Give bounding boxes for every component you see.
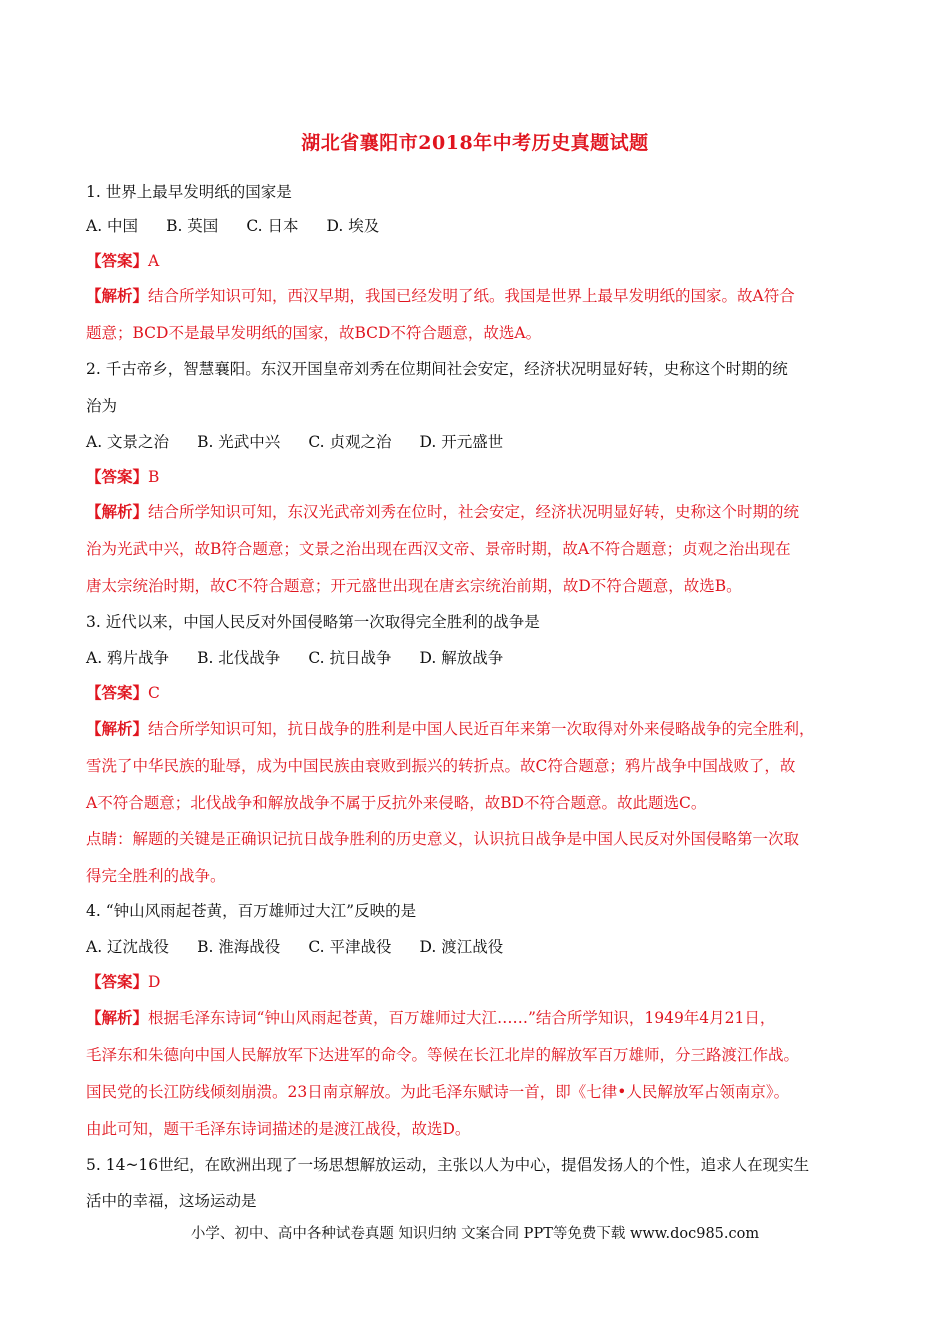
analysis-tag: 【解析】 — [86, 719, 149, 738]
analysis-tag: 【解析】 — [86, 286, 149, 305]
option-d: D. 开元盛世 — [419, 433, 504, 451]
question-2-analysis-line-2: 治为光武中兴，故B符合题意；文景之治出现在西汉文帝、景帝时期，故A不符合题意；贞观之治出现在 — [86, 540, 791, 558]
question-1-analysis-line-2: 题意；BCD不是最早发明纸的国家，故BCD不符合题意，故选A。 — [86, 324, 542, 342]
analysis-text: 根据毛泽东诗词“钟山风雨起苍黄，百万雄师过大江……”结合所学知识，1949年4月21日， — [148, 1009, 776, 1027]
option-d: D. 渡江战役 — [419, 938, 504, 956]
question-3-tip-line-1: 点睛：解题的关键是正确识记抗日战争胜利的历史意义，认识抗日战争是中国人民反对外国侵略第一次取 — [86, 830, 800, 848]
option-c: C. 贞观之治 — [308, 433, 392, 451]
analysis-text: 结合所学知识可知，抗日战争的胜利是中国人民近百年来第一次取得对外来侵略战争的完全胜利， — [148, 720, 815, 738]
option-a: A. 辽沈战役 — [86, 938, 170, 956]
option-d: D. 解放战争 — [419, 649, 504, 667]
question-3-stem: 3. 近代以来，中国人民反对外国侵略第一次取得完全胜利的战争是 — [86, 613, 540, 631]
analysis-tag: 【解析】 — [86, 502, 149, 521]
answer-tag: 【答案】 — [86, 467, 149, 486]
analysis-text: 结合所学知识可知，西汉早期，我国已经发明了纸。我国是世界上最早发明纸的国家。故A符合 — [148, 287, 795, 305]
option-b: B. 英国 — [166, 217, 219, 235]
option-b: B. 北伐战争 — [197, 649, 281, 667]
question-2-options — [86, 432, 531, 452]
analysis-text: 结合所学知识可知，东汉光武帝刘秀在位时，社会安定，经济状况明显好转，史称这个时期的统 — [148, 503, 800, 521]
question-3-analysis-line-1 — [86, 719, 815, 739]
option-b: B. 淮海战役 — [197, 938, 281, 956]
question-4-analysis-line-4: 由此可知，题干毛泽东诗词描述的是渡江战役，故选D。 — [86, 1120, 471, 1138]
question-1-analysis-line-1 — [86, 286, 795, 306]
option-a: A. 鸦片战争 — [86, 649, 170, 667]
question-3-answer — [86, 683, 160, 703]
option-b: B. 光武中兴 — [197, 433, 281, 451]
question-4-stem: 4. “钟山风雨起苍黄，百万雄师过大江”反映的是 — [86, 902, 417, 920]
question-4-options — [86, 937, 531, 957]
question-1-answer — [86, 251, 159, 271]
answer-tag: 【答案】 — [86, 683, 149, 702]
option-c: C. 平津战役 — [308, 938, 392, 956]
question-5-stem-line-1: 5. 14~16世纪，在欧洲出现了一场思想解放运动，主张以人为中心，提倡发扬人的个性，追求人在现实生 — [86, 1156, 810, 1174]
question-2-stem-line-2: 治为 — [86, 397, 118, 415]
option-d: D. 埃及 — [326, 217, 380, 235]
question-3-tip-line-2: 得完全胜利的战争。 — [86, 867, 226, 885]
document-title: 湖北省襄阳市2018年中考历史真题试题 — [301, 132, 649, 154]
page-footer: 小学、初中、高中各种试卷真题 知识归纳 文案合同 PPT等免费下载 www.doc985.com — [190, 1226, 760, 1242]
question-5-stem-line-2: 活中的幸福，这场运动是 — [86, 1192, 257, 1210]
question-1-stem: 1. 世界上最早发明纸的国家是 — [86, 183, 292, 201]
answer-value: A — [148, 252, 160, 270]
question-2-stem-line-1: 2. 千古帝乡，智慧襄阳。东汉开国皇帝刘秀在位期间社会安定，经济状况明显好转，史称这个时期的统 — [86, 360, 788, 378]
question-2-answer — [86, 467, 159, 487]
question-3-options — [86, 648, 531, 668]
question-4-analysis-line-2: 毛泽东和朱德向中国人民解放军下达进军的命令。等候在长江北岸的解放军百万雄师，分三路渡江作战。 — [86, 1046, 800, 1064]
question-3-analysis-line-2: 雪洗了中华民族的耻辱，成为中国民族由衰败到振兴的转折点。故C符合题意；鸦片战争中国战败了，故 — [86, 757, 796, 775]
option-c: C. 抗日战争 — [308, 649, 392, 667]
answer-value: C — [148, 684, 160, 702]
question-2-analysis-line-3: 唐太宗统治时期，故C不符合题意；开元盛世出现在唐玄宗统治前期，故D不符合题意，故选B。 — [86, 577, 742, 595]
question-4-analysis-line-1 — [86, 1008, 775, 1028]
question-2-analysis-line-1 — [86, 502, 799, 522]
option-c: C. 日本 — [246, 217, 299, 235]
question-4-analysis-line-3: 国民党的长江防线倾刻崩溃。23日南京解放。为此毛泽东赋诗一首，即《七律•人民解放军占领南京》。 — [86, 1083, 790, 1101]
answer-tag: 【答案】 — [86, 251, 149, 270]
answer-tag: 【答案】 — [86, 972, 149, 991]
option-a: A. 文景之治 — [86, 433, 170, 451]
question-1-options — [86, 216, 407, 236]
answer-value: D — [148, 973, 161, 991]
question-3-analysis-line-3: A不符合题意；北伐战争和解放战争不属于反抗外来侵略，故BD不符合题意。故此题选C。 — [86, 794, 707, 812]
answer-value: B — [148, 468, 160, 486]
option-a: A. 中国 — [86, 217, 139, 235]
analysis-tag: 【解析】 — [86, 1008, 149, 1027]
question-4-answer — [86, 972, 160, 992]
